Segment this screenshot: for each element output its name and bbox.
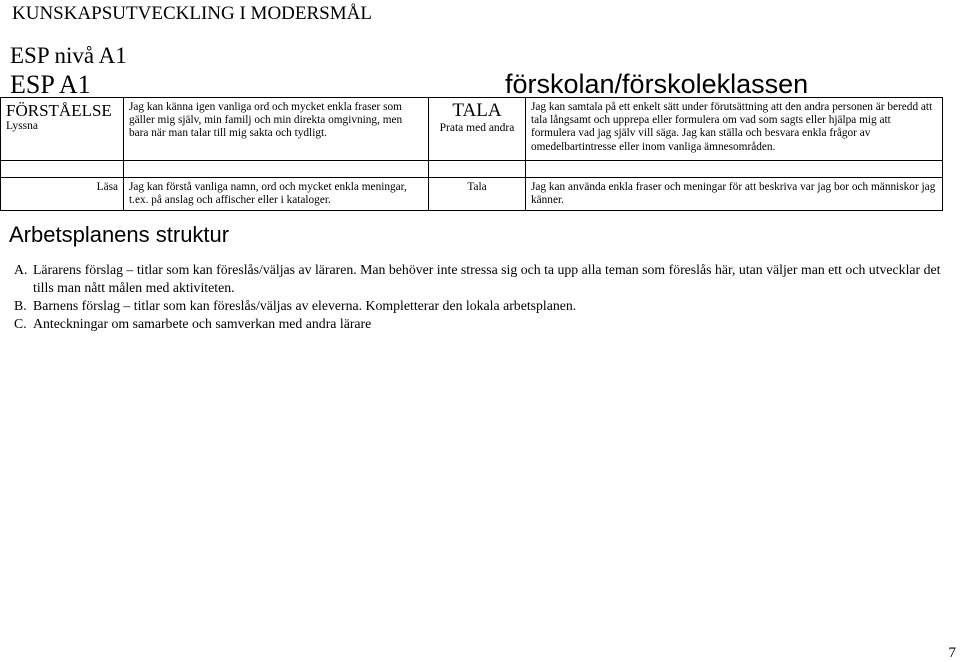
- stage-heading: förskolan/förskoleklassen: [505, 69, 809, 99]
- list-item: [14, 261, 953, 297]
- table-spacer-row: [1, 161, 943, 178]
- list-item-label: A.: [14, 262, 28, 277]
- skill-subtitle: Läsa: [96, 181, 118, 193]
- level-label-large: ESP A1: [10, 70, 91, 99]
- skill-cell: [1, 178, 124, 211]
- skill-subtitle: Lyssna: [6, 120, 38, 132]
- speak-subtitle: Prata med andra: [439, 122, 515, 134]
- speak-description: [526, 98, 943, 161]
- speak-title: TALA: [452, 100, 502, 121]
- skill-title: FÖRSTÅELSE: [6, 101, 112, 120]
- skill-description: [124, 98, 429, 161]
- list-item-text: Barnens förslag – titlar som kan föreslås/väljas av eleverna. Kompletterar den lokala arbetsplanen.: [33, 298, 577, 313]
- speak-cell: [429, 178, 526, 211]
- level-label-small: ESP nivå A1: [10, 43, 127, 68]
- list-item-text: Anteckningar om samarbete och samverkan med andra lärare: [33, 316, 372, 331]
- list-item: [14, 297, 953, 315]
- page-number: 7: [948, 645, 956, 661]
- list-item-label: B.: [14, 298, 27, 313]
- table-row: [1, 98, 943, 161]
- document-title: KUNSKAPSUTVECKLING I MODERSMÅL: [12, 3, 372, 24]
- skill-description: [124, 178, 429, 211]
- skill-description-text: Jag kan förstå vanliga namn, ord och mycket enkla meningar, t.ex. på anslag och affischer eller i kataloger.: [129, 181, 407, 207]
- table-row: [1, 178, 943, 211]
- skill-description-text: Jag kan känna igen vanliga ord och mycket enkla fraser som gäller mig själv, min familj och min direkta omgivning, men bara när man talar till mig sakta och tydligt.: [129, 101, 403, 140]
- plan-heading: Arbetsplanens struktur: [9, 222, 230, 247]
- plan-list: [14, 261, 953, 333]
- speak-description-text: Jag kan samtala på ett enkelt sätt under förutsättning att den andra personen är beredd att tala långsamt och upprepa eller formulera om vad som sagts eller hjälpa mig att formulera vad jag själv vill säga. Jag kan ställa och besvara enkla frågor av omedelbartintresse eller inom vanliga ämnesområden.: [531, 101, 933, 153]
- skill-cell: [1, 98, 124, 161]
- esp-table: [0, 97, 943, 211]
- list-item-text: Lärarens förslag – titlar som kan föreslås/väljas av läraren. Man behöver inte stressa sig och ta upp alla teman som föreslås här, utan väljer man ett och utvecklar det tills man nått målen med aktiviteten.: [33, 262, 941, 295]
- speak-subtitle: Tala: [467, 181, 487, 193]
- speak-description: [526, 178, 943, 211]
- speak-cell: [429, 98, 526, 161]
- speak-description-text: Jag kan använda enkla fraser och meningar för att beskriva var jag bor och människor jag känner.: [531, 181, 936, 207]
- list-item: [14, 315, 953, 333]
- list-item-label: C.: [14, 316, 27, 331]
